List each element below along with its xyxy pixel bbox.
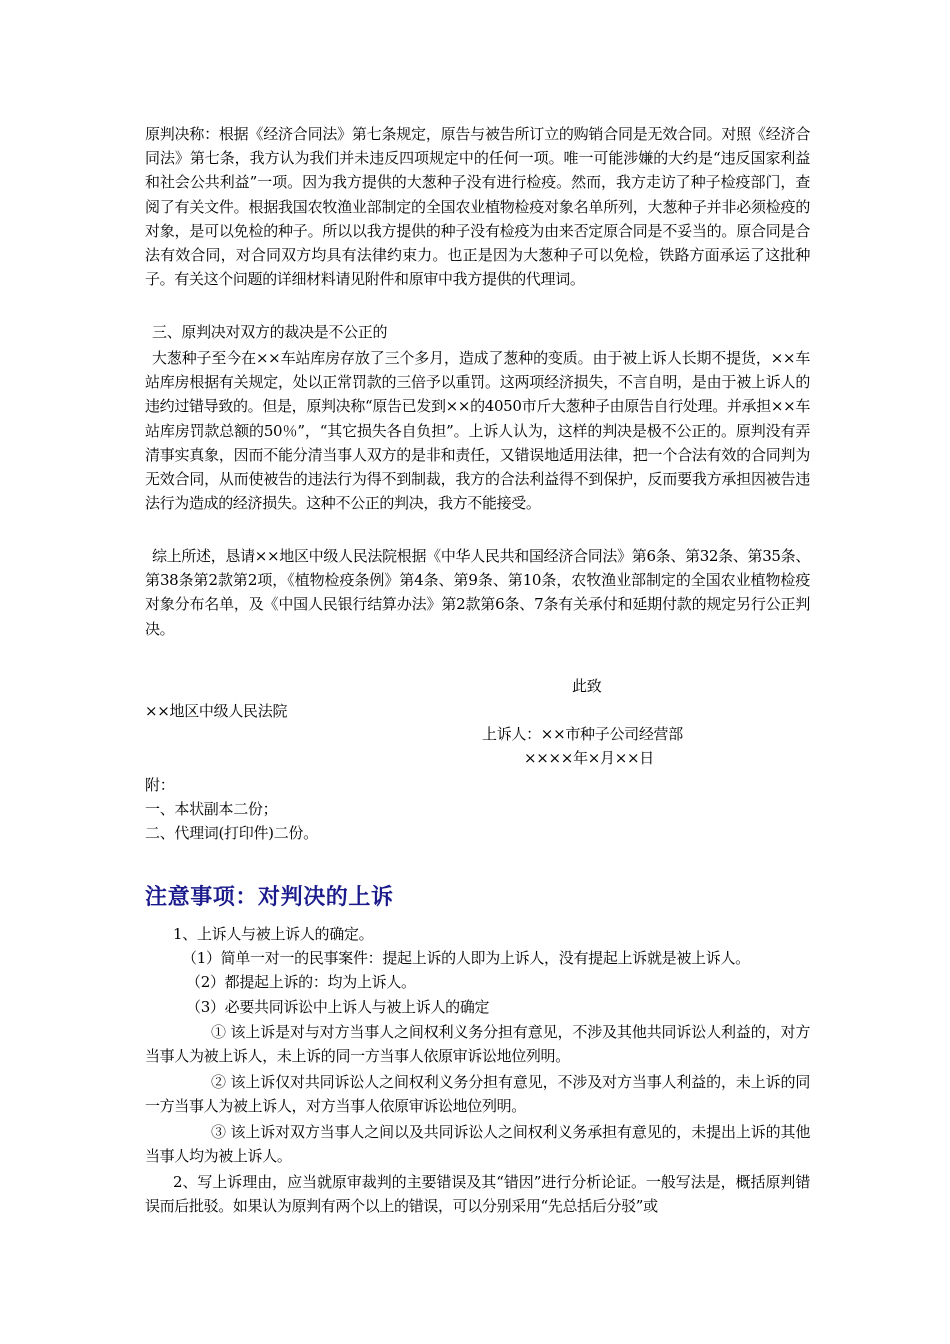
attachment-item: 二、代理词(打印件)二份。: [145, 824, 318, 842]
court-name: ××地区中级人民法院: [145, 702, 288, 720]
notes-circ-2: ② 该上诉仅对共同诉讼人之间权利义务分担有意见，不涉及对方当事人利益的，未上诉的同一方当事人为被上诉人，对方当事人依原审诉讼地位列明。: [145, 1073, 810, 1116]
notes-circ-3: ③ 该上诉对双方当事人之间以及共同诉讼人之间权利义务承担有意见的，未提出上诉的其他当事人均为被上诉人。: [145, 1123, 810, 1166]
closing-salutation: 此致: [572, 677, 602, 695]
conclusion-paragraph: 综上所述，恳请××地区中级人民法院根据《中华人民共和国经济合同法》第6条、第32条、第35条、第38条第2款第2项，《植物检疫条例》第4条、第9条、第10条，农牧渔业部制定的全国农业植物检疫对象分布名单，及《中国人民银行结算办法》第2款第6条、7条有关承付和延期付款的规定另行公正判决。: [145, 547, 810, 638]
notes-circ-1: ① 该上诉是对与对方当事人之间权利义务分担有意见，不涉及其他共同诉讼人利益的，对方当事人为被上诉人，未上诉的同一方当事人依原审诉讼地位列明。: [145, 1023, 810, 1066]
section-three-paragraph: 大葱种子至今在××车站库房存放了三个多月，造成了葱种的变质。由于被上诉人长期不提货，××车站库房根据有关规定，处以正常罚款的三倍予以重罚。这两项经济损失，不言自明，是由于被上诉人的违约过错导致的。但是，原判决称“原告已发到××的4050市斤大葱种子由原告自行处理。并承担××车站库房罚款总额的50％”，“其它损失各自负担”。上诉人认为，这样的判决是极不公正的。原判没有弄清事实真象，因而不能分清当事人双方的是非和责任，又错误地适用法律，把一个合法有效的合同判为无效合同，从而使被告的违法行为得不到制裁，我方的合法利益得不到保护，反而要我方承担因被告违法行为造成的经济损失。这种不公正的判决，我方不能接受。: [145, 349, 810, 513]
section-three-title: 三、原判决对双方的裁决是不公正的: [152, 323, 388, 341]
notes-heading: 注意事项：对判决的上诉: [145, 885, 394, 910]
notes-item-1: 1、上诉人与被上诉人的确定。: [173, 925, 374, 943]
notes-sub-1: （1）简单一对一的民事案件：提起上诉的人即为上诉人，没有提起上诉就是被上诉人。: [182, 949, 750, 967]
notes-sub-2: （2）都提起上诉的：均为上诉人。: [186, 973, 416, 991]
attachments-label: 附：: [145, 776, 175, 794]
appellant-signature: 上诉人：××市种子公司经营部: [482, 725, 683, 743]
notes-item-2: 2、写上诉理由，应当就原审裁判的主要错误及其“错因”进行分析论证。一般写法是，概括原判错误而后批驳。如果认为原判有两个以上的错误，可以分别采用“先总括后分驳”或: [145, 1173, 810, 1216]
judgment-paragraph: 原判决称：根据《经济合同法》第七条规定，原告与被告所订立的购销合同是无效合同。对照《经济合同法》第七条，我方认为我们并未违反四项规定中的任何一项。唯一可能涉嫌的大约是“违反国家利益和社会公共利益”一项。因为我方提供的大葱种子没有进行检疫。然而，我方走访了种子检疫部门，查阅了有关文件。根据我国农牧渔业部制定的全国农业植物检疫对象名单所列，大葱种子并非必须检疫的对象，是可以免检的种子。所以以我方提供的种子没有检疫为由来否定原合同是不妥当的。原合同是合法有效合同，对合同双方均具有法律约束力。也正是因为大葱种子可以免检，铁路方面承运了这批种子。有关这个问题的详细材料请见附件和原审中我方提供的代理词。: [145, 125, 810, 289]
attachment-item: 一、本状副本二份；: [145, 800, 278, 818]
date-line: ××××年×月××日: [524, 749, 654, 767]
notes-sub-3: （3）必要共同诉讼中上诉人与被上诉人的确定: [186, 998, 490, 1016]
